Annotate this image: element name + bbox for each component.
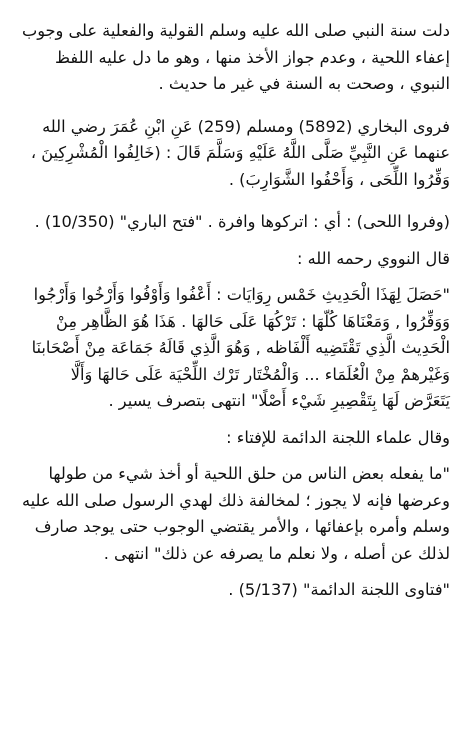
nawawi-quote: "حَصَلَ لِهَذَا الْحَدِيثِ خَمْس رِوَايَات : أَعْفُوا وَأَوْفُوا وَأَرْخُوا وَأَرْجُوا وَوَفِّرُوا , وَمَعْنَاهَا كُلّهَا : تَرْكُهَا عَلَى حَالهَا . هَذَا هُوَ الظَّاهِر مِنْ الْحَدِيث الَّذِي تَقْتَضِيه أَلْفَاظه , وَهُوَ الَّذِي قَالَهُ جَمَاعَة مِنْ أَصْحَابنَا وَغَيْرهمْ مِنْ الْعُلَمَاء ... وَالْمُخْتَار تَرْك اللِّحْيَة عَلَى حَالهَا وَأَلَّا يَتَعَرَّض لَهَا بِتَقْصِيرِ شَيْء أَصْلًا" انتهى بتصرف يسير . [31, 285, 450, 410]
fath-al-bari-explanation: (وفروا اللحى) : أي : اتركوها وافرة . "فتح الباري" (10/350) . [34, 212, 450, 231]
committee-heading: وقال علماء اللجنة الدائمة للإفتاء : [226, 427, 450, 447]
bukhari-muslim-hadith-paragraph: فروى البخاري (5892) ومسلم (259) عَنِ ابْنِ عُمَرَ رضي الله عنهما عَنِ النَّبِيِّ صَلَّى اللَّهُ عَلَيْهِ وَسَلَّمَ قَالَ : (خَالِفُوا الْمُشْرِكِينَ ، وَفِّرُوا اللِّحَى ، وَأَحْفُوا الشَّوَارِبَ) . [30, 116, 450, 189]
committee-citation: "فتاوى اللجنة الدائمة" (5/137) . [228, 580, 450, 599]
nawawi-heading: قال النووي رحمه الله : [297, 248, 450, 268]
committee-quote: "ما يفعله بعض الناس من حلق اللحية أو أخذ شيء من طولها وعرضها فإنه لا يجوز ؛ لمخالفة ذلك لهدي الرسول صلى الله عليه وسلم وأمره بإعفائها ، والأمر يقتضي الوجوب حتى يوجد صارف لذلك عن أصله ، ولا نعلم ما يصرفه عن ذلك" انتهى . [21, 464, 450, 563]
intro-paragraph: دلت سنة النبي صلى الله عليه وسلم القولية والفعلية على وجوب إعفاء اللحية ، وعدم جواز الأخذ منها ، وهو ما دل عليه اللفظ النبوي ، وصحت به السنة في غير ما حديث . [21, 21, 450, 93]
